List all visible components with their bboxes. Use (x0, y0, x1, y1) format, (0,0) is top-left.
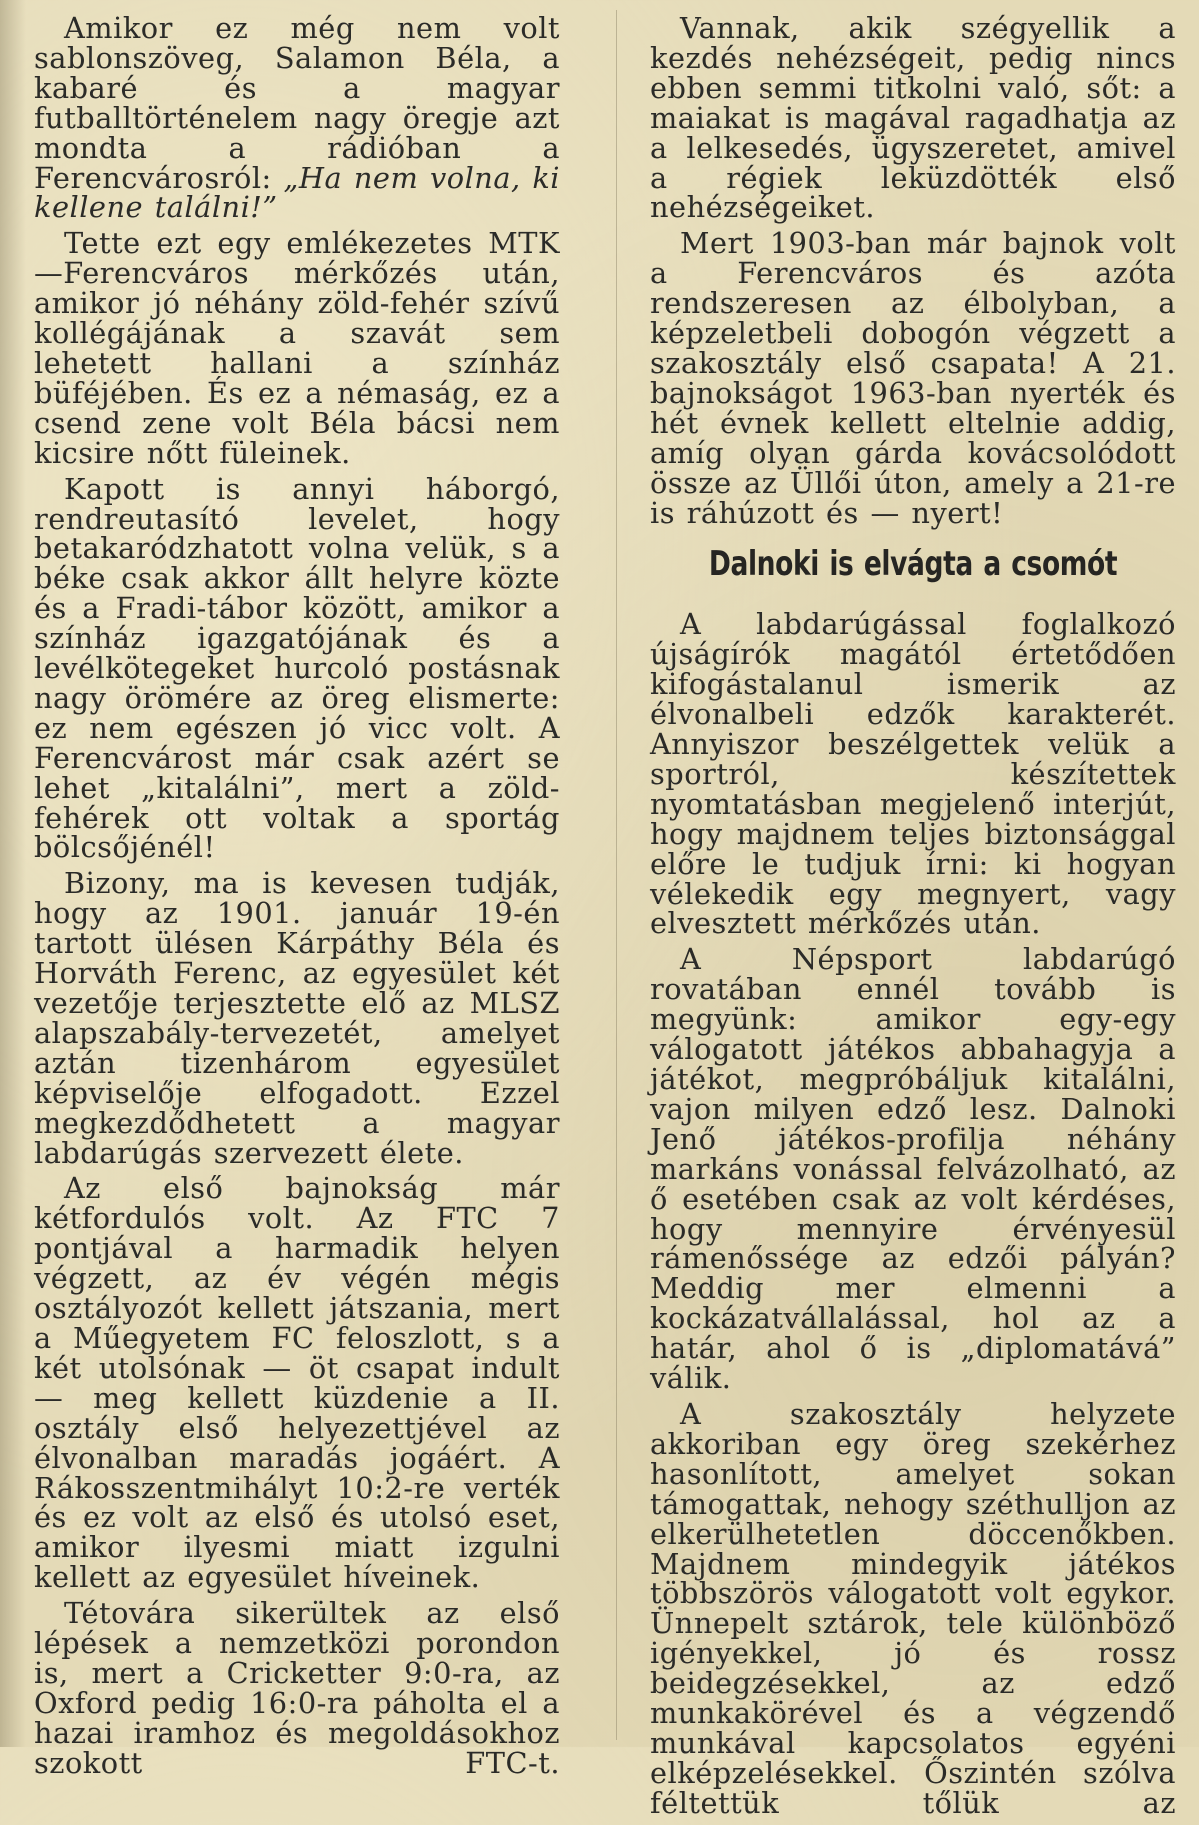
left-paragraph-2: Tette ezt egy emlékezetes MTK—Ferencváros mérkőzés után, amikor jó néhány zöld-fehér szívű kollégájának a szavát sem lehetett hallani a színház büféjében. És ez a némaság, ez a csend zene volt Béla bácsi nem kicsire nőtt füleinek. (34, 226, 560, 470)
salamon-quote: „Ha nem volna, ki kellene találni!” (34, 160, 560, 225)
right-column (650, 11, 1176, 1825)
left-paragraph-6: Tétovára sikerültek az első lépések a nemzetközi porondon is, mert a Cricketter 9:0-ra, az Oxford pedig 16:0-ra páholta el a hazai iramhoz és megoldásokhoz szokott FTC-t. (34, 1596, 560, 1780)
right-paragraph-2: Mert 1903-ban már bajnok volt a Ferencváros és azóta rendszeresen az élbolyban, a képzeletbeli dobogón végzett a szakosztály első csapata! A 21. bajnokságot 1963-ban nyerték és hét évnek kellett eltelnie addig, amíg olyan gárda kovácsolódott össze az Üllői úton, amely a 21-re is ráhúzott és — nyert! (650, 226, 1176, 530)
right-paragraph-5: A szakosztály helyzete akkoriban egy öreg szekérhez hasonlított, amelyet sokan támogattak, nehogy széthulljon az elkerülhetetlen döccenőkben. Majdnem mindegyik játékos többszörös válogatott volt egykor. Ünnepelt sztárok, tele különböző igényekkel, jó és rossz beidegzésekkel, az edző munkakörével és a végzendő munkával kapcsolatos egyéni elképzelésekkel. Őszintén szólva féltettük tőlük az (650, 1396, 1176, 1820)
left-paragraph-1-text: Amikor ez még nem volt sablonszöveg, Salamon Béla, a kabaré és a magyar futballtörténelem nagy öregje azt mondta a rádióban a Ferencvárosról: (34, 11, 560, 195)
right-paragraph-1: Vannak, akik szégyellik a kezdés nehézségeit, pedig nincs ebben semmi titkolni való, sőt: a maiakat is magával ragadhatja az a lelkesedés, ügyszeretet, amivel a régiek leküzdötték első nehézségeiket. (650, 11, 1176, 225)
left-paragraph-1 (34, 11, 560, 225)
right-paragraph-4: A Népsport labdarúgó rovatában ennél tovább is megyünk: amikor egy-egy válogatott játékos abbahagyja a játékot, megpróbáljuk kitalálni, vajon milyen edző lesz. Dalnoki Jenő játékos-profilja néhány markáns vonással felvázolható, az ő esetében csak az volt kérdéses, hogy mennyire érvényesül rámenőssége az edzői pályán? Meddig mer elmenni a kockázatvállalással, hol az a határ, ahol ő is „diplomatává” válik. (650, 942, 1176, 1396)
left-paragraph-4: Bizony, ma is kevesen tudják, hogy az 1901. január 19-én tartott ülésen Kárpáthy Béla és Horváth Ferenc, az egyesület két vezetője terjesztette elő az MLSZ alapszabály-tervezetét, amelyet aztán tizenhárom egyesület képviselője elfogadott. Ezzel megkezdődhetett a magyar labdarúgás szervezett élete. (34, 866, 560, 1170)
column-divider (616, 10, 617, 1740)
left-paragraph-5: Az első bajnokság már kétfordulós volt. Az FTC 7 pontjával a harmadik helyen végzett, az év végén mégis osztályozót kellett játszania, mert a Műegyetem FC feloszlott, s a két utolsónak — öt csapat indult — meg kellett küzdenie a II. osztály első helyezettjével az élvonalban maradás jogáért. A Rákosszentmihályt 10:2-re verték és ez volt az első és utolsó eset, amikor ilyesmi miatt izgulni kellett az egyesület híveinek. (34, 1171, 560, 1595)
left-paragraph-3: Kapott is annyi háborgó, rendreutasító levelet, hogy betakaródzhatott volna velük, s a béke csak akkor állt helyre közte és a Fradi-tábor között, amikor a színház igazgatójának és a levélkötegeket hurcoló postásnak nagy örömére az öreg elismerte: ez nem egészen jó vicc volt. A Ferencvárost már csak azért se lehet „kitalálni”, mert a zöld-fehérek ott voltak a sportág bölcsőjénél! (34, 471, 560, 865)
left-column (34, 11, 560, 1785)
section-subheading: Dalnoki is elvágta a csomót (708, 544, 1118, 585)
right-paragraph-3: A labdarúgással foglalkozó újságírók magától értetődően kifogástalanul ismerik az élvonalbeli edzők karakterét. Annyiszor beszélgettek velük a sportról, készítettek nyomtatásban megjelenő interjút, hogy majdnem teljes biztonsággal előre le tudjuk írni: ki hogyan vélekedik egy megnyert, vagy elvesztett mérkőzés után. (650, 607, 1176, 941)
page-edge-shadow (0, 0, 26, 1747)
